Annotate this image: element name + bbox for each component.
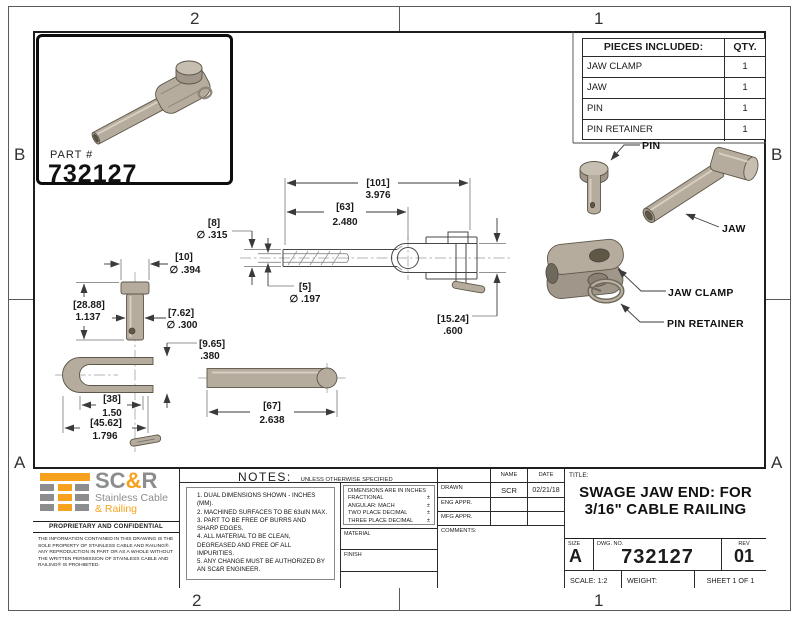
notes-tolerances-cell [180, 469, 438, 588]
tolerance-label: TWO PLACE DECIMAL [348, 510, 408, 517]
dim-pin-dia-in: ∅ .300 [166, 320, 198, 331]
title-line-1: SWAGE JAW END: FOR [579, 484, 752, 501]
name-header: NAME [491, 469, 528, 482]
comments-label: COMMENTS: [441, 528, 477, 534]
rod-view [198, 363, 348, 426]
size-label: SIZE [568, 540, 581, 547]
retainer-view [130, 434, 162, 446]
piece-qty: 1 [742, 82, 748, 93]
dim-overall-in: 3.976 [365, 190, 391, 201]
drawn-date: 02/21/18 [532, 486, 560, 494]
piece-name: PIN [583, 99, 725, 119]
approvals-header-row [438, 469, 564, 483]
tolerance-box [343, 485, 435, 525]
tolerance-heading: DIMENSIONS ARE IN INCHES [348, 488, 427, 494]
sheet-cell-lines [573, 31, 766, 143]
legal-text: THE INFORMATION CONTAINED IN THIS DRAWING IS THE SOLE PROPERTY OF STAINLESS CABLE AND RAILING®. ANY REPRODUCTION IN PART OR AS A WHOLE WITHOUT THE WRITTEN PERMISSION OF STAINLESS CABLE AND RAILING® IS PROHIBITED. [38, 537, 174, 569]
note-item: 3. PART TO BE FREE OF BURRS AND SHARP EDGES. [197, 516, 307, 532]
dim-clamp-overall-in: 1.796 [92, 431, 118, 442]
note-item: 5. ANY CHANGE MUST BE AUTHORIZED BY AN SC&R ENGINEER. [197, 558, 325, 574]
drawn-row [438, 483, 564, 498]
dim-pin-dia-mm: [7.62] [167, 308, 195, 319]
note-item: 4. ALL MATERIAL TO BE CLEAN, DEGREASED AND FREE OF ALL IMPURITIES. [197, 533, 291, 557]
exploded-label-jaw: JAW [722, 223, 746, 235]
logo-cell [33, 469, 180, 588]
dim-rod-len-in: 2.638 [259, 415, 285, 426]
dim-pin-head-in: ∅ .394 [169, 265, 201, 276]
dim-swage-mm: [63] [336, 202, 354, 213]
zone-divider-right [766, 299, 791, 300]
technical-drawing [33, 31, 766, 467]
eng-appr-row [438, 498, 564, 512]
tolerance-label: THREE PLACE DECIMAL [348, 517, 414, 524]
size-row [565, 538, 766, 570]
finish-cell: FINISH [341, 550, 437, 572]
size-cell [565, 539, 594, 570]
company-logo-text [95, 470, 168, 514]
piece-name: JAW [583, 78, 725, 98]
notes-cell [180, 483, 341, 588]
notes-header [180, 469, 437, 483]
sheet-cell: SHEET 1 OF 1 [706, 576, 755, 586]
dim-clamp-inner-mm: [38] [103, 394, 121, 405]
logo-area [33, 469, 179, 521]
note-item: 1. DUAL DIMENSIONS SHOWN - INCHES (MM). [197, 492, 316, 508]
dwg-no-cell [594, 539, 722, 570]
dim-overall-mm: [101] [366, 178, 390, 189]
piece-qty: 1 [742, 124, 748, 135]
zone-label: 1 [594, 591, 604, 610]
exploded-label-jaw-clamp: JAW CLAMP [668, 287, 734, 299]
mfg-appr-label: MFG APPR. [438, 512, 491, 525]
main-view [240, 232, 510, 293]
tolerance-value: ± [426, 495, 430, 502]
exploded-label-pin: PIN [642, 140, 661, 152]
approvals-cell [438, 469, 565, 588]
dim-clamp-thk-mm: [9.65] [198, 339, 226, 350]
rev-cell [722, 539, 766, 570]
main-view-dimensions [197, 178, 506, 337]
logo-amp: & [125, 468, 142, 493]
size-value: A [569, 545, 582, 566]
exploded-jaw-clamp [543, 238, 627, 300]
tolerance-label: FRACTIONAL [348, 495, 384, 502]
dwg-no-value: 732127 [621, 545, 694, 568]
logo-r: R [141, 468, 158, 493]
title-line-2: 3/16" CABLE RAILING [584, 500, 747, 518]
title-cell [565, 469, 766, 588]
dim-clamp-inner-in: 1.50 [102, 408, 122, 419]
material-cell: MATERIAL [341, 529, 437, 550]
drawn-name: SCR [491, 483, 528, 497]
dim-pin-len-mm: [28.88] [73, 300, 105, 311]
title-block [33, 467, 766, 588]
zone-label: 1 [594, 9, 604, 28]
tolerance-value: ± [426, 517, 430, 524]
clamp-view [55, 339, 225, 442]
dim-rod-len-mm: [67] [263, 401, 281, 412]
part-number-value: 732127 [48, 160, 138, 188]
dwg-no-label: DWG. NO. [597, 540, 624, 547]
zone-label: B [771, 145, 783, 164]
exploded-pin [580, 162, 608, 215]
piece-qty: 1 [742, 103, 748, 114]
piece-qty: 1 [742, 61, 748, 72]
zone-label: A [14, 453, 26, 472]
title-label: TITLE: [569, 472, 589, 479]
drawing-title [565, 485, 766, 518]
pieces-header-title: PIECES INCLUDED: [583, 39, 725, 56]
exploded-view [543, 140, 760, 330]
dim-clamp-overall-mm: [45.62] [90, 418, 122, 429]
exploded-jaw [641, 146, 761, 224]
tolerance-value: ± [426, 510, 430, 517]
piece-name: PIN RETAINER [583, 120, 725, 141]
rev-label: REV [738, 540, 750, 547]
note-item: 2. MACHINED SURFACES TO BE 63uIN MAX. [197, 508, 328, 516]
dim-pin-len-in: 1.137 [75, 312, 101, 323]
part-number-label: PART # [50, 149, 94, 161]
zone-label: 2 [192, 591, 202, 610]
dim-swage-in: 2.480 [332, 217, 358, 228]
scale-cell: SCALE: 1:2 [565, 571, 622, 588]
piece-name: JAW CLAMP [583, 57, 725, 77]
tolerance-value: ± [426, 502, 430, 509]
weight-cell: WEIGHT: [622, 571, 695, 588]
exploded-label-pin-retainer: PIN RETAINER [667, 318, 744, 330]
dim-stud-dia-mm: [8] [207, 218, 221, 229]
tolerance-cell [341, 483, 437, 588]
drawn-label: DRAWN [438, 483, 491, 497]
dim-bore-dia-in: ∅ .197 [289, 294, 321, 305]
scale-row [565, 570, 766, 588]
zone-divider-bottom [399, 588, 400, 611]
zone-label: B [14, 145, 26, 164]
dim-stud-dia-in: ∅ .315 [196, 230, 228, 241]
proprietary-banner: PROPRIETARY AND CONFIDENTIAL [33, 521, 179, 533]
date-header: DATE [538, 472, 554, 478]
mfg-appr-row [438, 512, 564, 526]
zone-divider-left [8, 299, 33, 300]
dim-jaw-gap-mm: [15.24] [437, 314, 469, 325]
zone-label: A [771, 453, 783, 472]
rev-value: 01 [733, 545, 755, 566]
dim-clamp-thk-in: .380 [200, 351, 220, 362]
tolerance-label: ANGULAR: MACH [348, 502, 395, 509]
company-logo-icon [40, 473, 92, 517]
dim-jaw-gap-in: .600 [443, 326, 463, 337]
logo-line2: & Railing [95, 502, 138, 515]
eng-appr-label: ENG APPR. [438, 498, 491, 511]
zone-divider-top [399, 6, 400, 31]
dim-pin-head-mm: [10] [175, 252, 193, 263]
zone-label: 2 [190, 9, 200, 28]
logo-sc: SC [95, 468, 126, 493]
dim-bore-dia-mm: [5] [298, 282, 312, 293]
notes-list [186, 487, 335, 580]
pieces-header-qty: QTY. [733, 41, 757, 53]
notes-title: NOTES: [238, 470, 292, 484]
notes-subtitle: UNLESS OTHERWISE SPECIFIED [300, 477, 393, 483]
logo-line1: Stainless Cable [95, 492, 168, 504]
